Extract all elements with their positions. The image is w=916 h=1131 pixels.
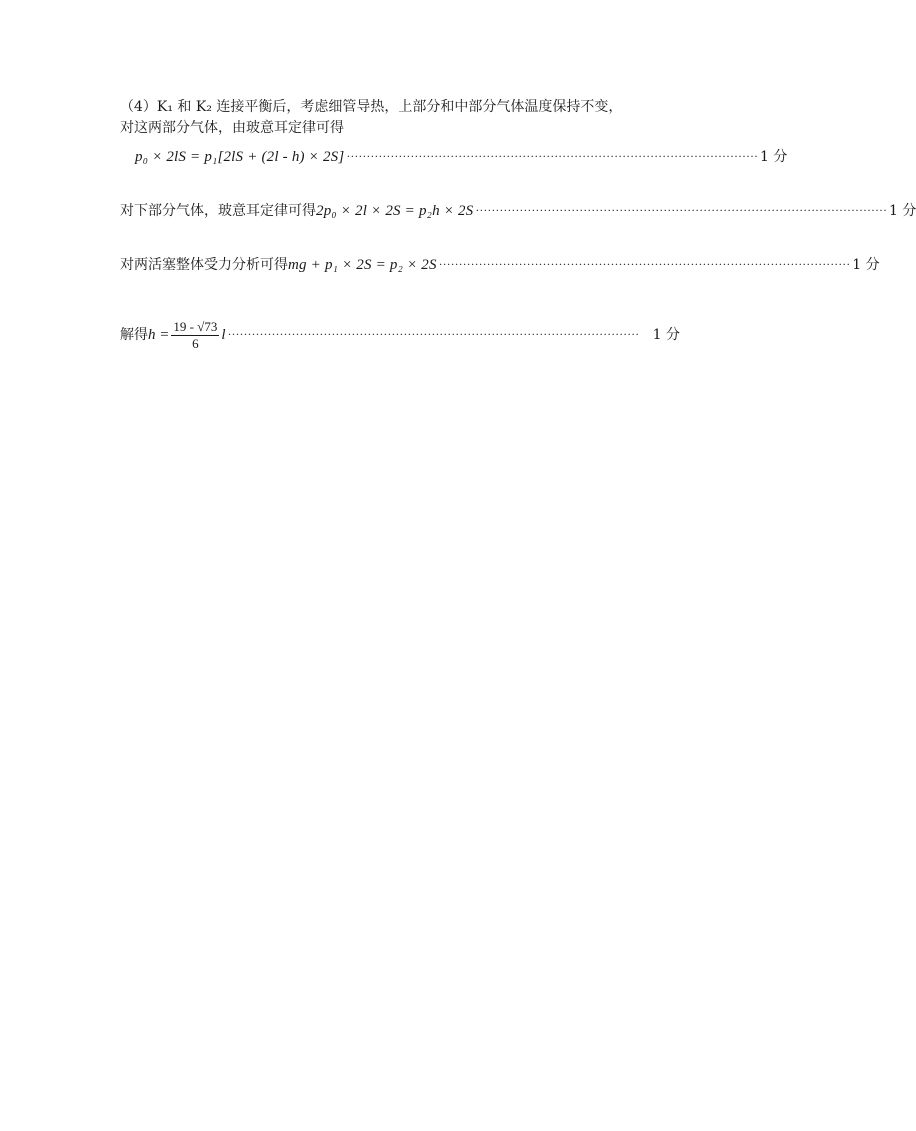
leader-dots: ·······································································································: [475, 203, 887, 217]
solution-suffix: l: [221, 327, 226, 343]
solution-prefix: 解得: [120, 327, 148, 343]
solution-lhs: h =: [148, 327, 170, 343]
equation-2-prefix: 对下部分气体，玻意耳定律可得: [120, 203, 316, 219]
equation-row-3: [120, 255, 880, 275]
intro-line-1: （4）K₁ 和 K₂ 连接平衡后，考虑细管导热，上部分和中部分气体温度保持不变，: [120, 99, 623, 115]
intro-line-2: 对这两部分气体，由玻意耳定律可得: [120, 120, 344, 136]
leader-dots: ·······································································································: [227, 327, 640, 341]
equation-3-score: 1 分: [852, 257, 880, 273]
equation-1-formula: p₀ × 2lS = p₁[2lS + (2l - h) × 2S]: [135, 149, 345, 165]
fraction-denominator: 6: [192, 335, 199, 351]
equation-1-score: 1 分: [760, 149, 788, 165]
solution-score: 1 分: [652, 327, 680, 343]
equation-3-formula: mg + p₁ × 2S = p₂ × 2S: [288, 257, 437, 273]
leader-dots: ·······································································································: [438, 257, 851, 271]
equation-row-1: [135, 147, 788, 167]
fraction-numerator: 19 - √73: [173, 318, 218, 334]
equation-row-2: [120, 201, 916, 221]
equation-2-formula: 2p₀ × 2l × 2S = p₂h × 2S: [316, 203, 474, 219]
solution-fraction: [171, 319, 219, 352]
solution-row: [120, 316, 680, 354]
equation-3-prefix: 对两活塞整体受力分析可得: [120, 257, 288, 273]
equation-2-score: 1 分: [889, 203, 916, 219]
leader-dots: ·······································································································: [346, 149, 758, 163]
